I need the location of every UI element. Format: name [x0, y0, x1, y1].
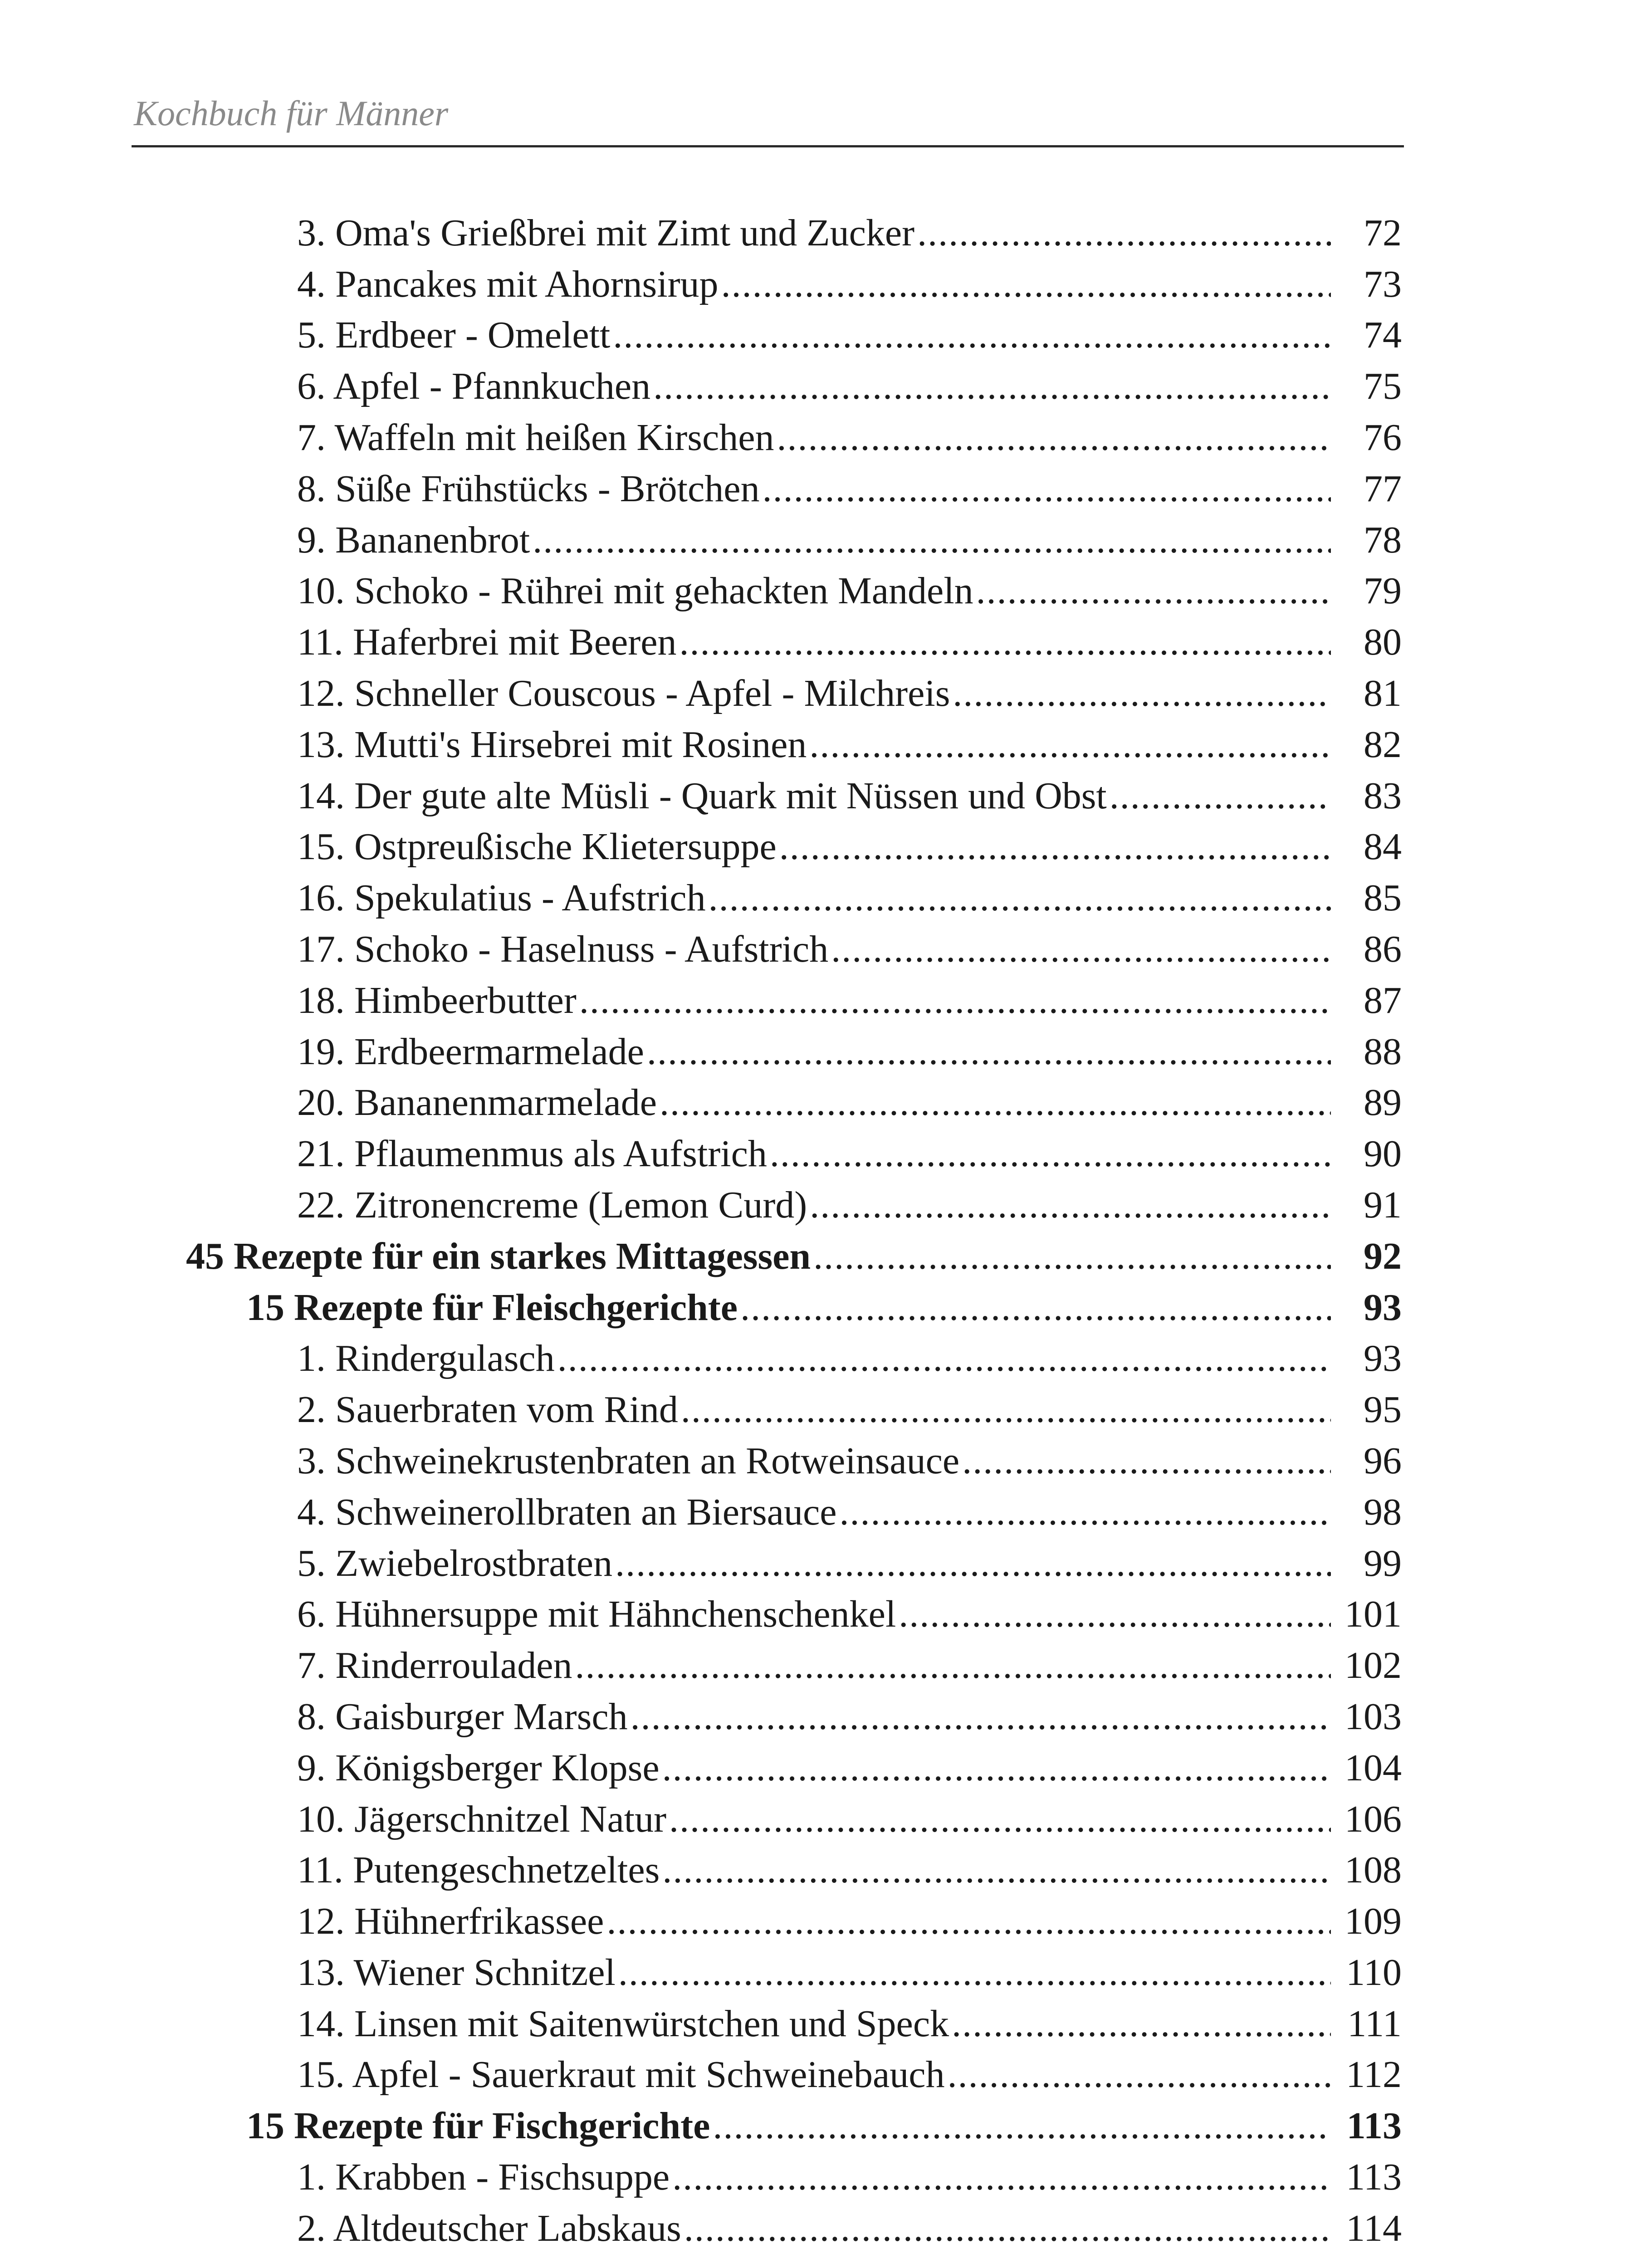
toc-entry[interactable] — [0, 815, 1633, 866]
toc-entry-page-number: 79 — [1364, 570, 1402, 612]
dot-leader — [653, 367, 1331, 406]
toc-entry-page-number: 91 — [1364, 1183, 1402, 1226]
dot-leader — [899, 1595, 1331, 1633]
toc-entry-page-number: 83 — [1364, 774, 1402, 817]
toc-entry-page-number: 103 — [1345, 1695, 1402, 1738]
dot-leader — [810, 1186, 1331, 1224]
dot-leader — [777, 419, 1331, 457]
toc-entry-label: 16. Spekulatius - Aufstrich — [297, 877, 706, 919]
toc-entry-label: 6. Hühnersuppe mit Hähnchenschenkel — [297, 1593, 896, 1636]
toc-entry[interactable] — [0, 1583, 1633, 1634]
table-of-contents — [0, 201, 1633, 2248]
toc-entry-label: 14. Linsen mit Saitenwürstchen und Speck — [297, 2002, 949, 2045]
dot-leader — [606, 1902, 1331, 1941]
toc-entry-label: 19. Erdbeermarmelade — [297, 1030, 644, 1073]
toc-entry[interactable] — [0, 457, 1633, 508]
dot-leader — [669, 1800, 1331, 1838]
toc-entry-page-number: 106 — [1345, 1798, 1402, 1840]
toc-entry[interactable] — [0, 201, 1633, 252]
dot-leader — [684, 2209, 1331, 2248]
dot-leader — [976, 572, 1331, 610]
toc-entry[interactable] — [0, 1071, 1633, 1122]
dot-leader — [831, 930, 1331, 968]
toc-entry-label: 20. Bananenmarmelade — [297, 1081, 657, 1124]
toc-entry-label: 10. Jägerschnitzel Natur — [297, 1798, 667, 1840]
toc-entry-page-number: 96 — [1364, 1439, 1402, 1482]
dot-leader — [647, 1033, 1331, 1071]
toc-entry-label: 45 Rezepte für ein starkes Mittagessen — [186, 1235, 811, 1277]
toc-entry-page-number: 113 — [1346, 2156, 1402, 2199]
dot-leader — [809, 726, 1331, 764]
toc-entry[interactable] — [0, 2145, 1633, 2199]
dot-leader — [953, 675, 1331, 713]
toc-entry[interactable] — [0, 1787, 1633, 1838]
toc-entry-label: 9. Bananenbrot — [297, 518, 530, 561]
toc-entry-label: 8. Gaisburger Marsch — [297, 1695, 628, 1738]
toc-entry[interactable] — [0, 2043, 1633, 2094]
toc-entry-page-number: 81 — [1364, 672, 1402, 714]
dot-leader — [770, 1135, 1331, 1173]
dot-leader — [660, 1084, 1331, 1122]
toc-entry[interactable] — [0, 1941, 1633, 1992]
dot-leader — [662, 1749, 1331, 1787]
toc-entry-page-number: 89 — [1364, 1081, 1402, 1124]
toc-entry-page-number: 109 — [1345, 1900, 1402, 1943]
toc-entry-page-number: 86 — [1364, 928, 1402, 970]
toc-entry-label: 13. Mutti's Hirsebrei mit Rosinen — [297, 723, 807, 766]
toc-entry-page-number: 82 — [1364, 723, 1402, 766]
toc-entry[interactable] — [0, 610, 1633, 664]
toc-entry[interactable] — [0, 252, 1633, 303]
dot-leader — [681, 1391, 1331, 1429]
toc-entry-page-number: 104 — [1345, 1746, 1402, 1789]
toc-entry-label: 12. Schneller Couscous - Apfel - Milchreis — [297, 672, 950, 714]
toc-entry-page-number: 77 — [1364, 467, 1402, 510]
toc-entry-page-number: 92 — [1364, 1235, 1402, 1277]
dot-leader — [575, 1647, 1331, 1685]
dot-leader — [952, 2005, 1331, 2043]
dot-leader — [662, 1851, 1331, 1889]
page-header-title: Kochbuch für Männer — [134, 93, 449, 133]
toc-entry-page-number: 73 — [1364, 263, 1402, 305]
toc-entry[interactable] — [0, 866, 1633, 917]
toc-entry-page-number: 98 — [1364, 1491, 1402, 1533]
toc-entry-page-number: 85 — [1364, 877, 1402, 919]
toc-entry-label: 22. Zitronencreme (Lemon Curd) — [297, 1183, 807, 1226]
toc-entry[interactable] — [0, 764, 1633, 815]
toc-entry-page-number: 90 — [1364, 1133, 1402, 1175]
dot-leader — [813, 1237, 1331, 1276]
toc-entry[interactable] — [0, 559, 1633, 611]
toc-entry-label: 1. Krabben - Fischsuppe — [297, 2156, 670, 2199]
toc-entry-label: 15 Rezepte für Fischgerichte — [246, 2105, 710, 2147]
dot-leader — [709, 879, 1331, 917]
dot-leader — [579, 982, 1331, 1020]
toc-entry[interactable] — [0, 713, 1633, 764]
toc-entry[interactable] — [0, 1122, 1633, 1173]
dot-leader — [763, 470, 1331, 508]
toc-entry-label: 6. Apfel - Pfannkuchen — [297, 365, 651, 408]
toc-entry-label: 14. Der gute alte Müsli - Quark mit Nüssen und Obst — [297, 774, 1107, 817]
toc-entry[interactable] — [0, 1838, 1633, 1890]
dot-leader — [721, 265, 1331, 303]
dot-leader — [557, 1339, 1331, 1378]
toc-entry-label: 13. Wiener Schnitzel — [297, 1951, 616, 1994]
toc-entry[interactable] — [0, 1378, 1633, 1429]
dot-leader — [533, 521, 1331, 559]
dot-leader — [948, 2056, 1331, 2094]
toc-entry-label: 11. Haferbrei mit Beeren — [297, 621, 677, 664]
toc-entry-label: 4. Pancakes mit Ahornsirup — [297, 263, 719, 305]
toc-entry-page-number: 102 — [1345, 1644, 1402, 1687]
dot-leader — [672, 2158, 1331, 2196]
toc-entry-page-number: 110 — [1346, 1951, 1402, 1994]
toc-entry-page-number: 114 — [1346, 2207, 1402, 2249]
toc-entry-label: 15 Rezepte für Fleischgerichte — [246, 1286, 738, 1329]
dot-leader — [840, 1493, 1331, 1531]
toc-entry[interactable] — [0, 661, 1633, 713]
toc-entry-page-number: 78 — [1364, 518, 1402, 561]
toc-entry[interactable] — [0, 1685, 1633, 1736]
toc-entry-page-number: 74 — [1364, 314, 1402, 357]
toc-entry-label: 10. Schoko - Rührei mit gehackten Mandeln — [297, 570, 973, 612]
dot-leader — [962, 1442, 1331, 1480]
toc-entry-label: 3. Schweinekrustenbraten an Rotweinsauce — [297, 1439, 960, 1482]
dot-leader — [779, 828, 1331, 866]
toc-entry[interactable] — [0, 1736, 1633, 1787]
toc-entry-page-number: 87 — [1364, 979, 1402, 1022]
toc-entry[interactable] — [0, 1020, 1633, 1071]
toc-entry[interactable] — [0, 406, 1633, 457]
dot-leader — [618, 1954, 1331, 1992]
toc-entry-page-number: 80 — [1364, 621, 1402, 664]
toc-entry-label: 2. Altdeutscher Labskaus — [297, 2207, 681, 2249]
toc-entry-label: 9. Königsberger Klopse — [297, 1746, 660, 1789]
toc-entry-label: 7. Rinderrouladen — [297, 1644, 572, 1687]
toc-entry[interactable] — [0, 917, 1633, 968]
toc-entry-page-number: 108 — [1345, 1849, 1402, 1892]
toc-entry-label: 1. Rindergulasch — [297, 1337, 555, 1380]
toc-entry-page-number: 113 — [1346, 2105, 1402, 2147]
toc-entry-label: 2. Sauerbraten vom Rind — [297, 1388, 678, 1431]
toc-section-heading[interactable] — [0, 1276, 1633, 1327]
toc-entry-label: 15. Apfel - Sauerkraut mit Schweinebauch — [297, 2053, 945, 2096]
toc-entry-page-number: 75 — [1364, 365, 1402, 408]
toc-entry-label: 5. Zwiebelrostbraten — [297, 1542, 613, 1584]
toc-entry-label: 15. Ostpreußische Klietersuppe — [297, 826, 777, 868]
toc-entry[interactable] — [0, 303, 1633, 355]
dot-leader — [917, 214, 1331, 252]
toc-entry-label: 4. Schweinerollbraten an Biersauce — [297, 1491, 837, 1533]
toc-entry-label: 5. Erdbeer - Omelett — [297, 314, 611, 357]
toc-entry-label: 21. Pflaumenmus als Aufstrich — [297, 1133, 767, 1175]
toc-entry[interactable] — [0, 1633, 1633, 1685]
header-rule — [132, 145, 1404, 147]
toc-entry[interactable] — [0, 1429, 1633, 1480]
toc-entry-label: 12. Hühnerfrikassee — [297, 1900, 604, 1943]
toc-entry[interactable] — [0, 1327, 1633, 1378]
toc-entry-label: 17. Schoko - Haselnuss - Aufstrich — [297, 928, 829, 970]
toc-entry-page-number: 76 — [1364, 416, 1402, 459]
toc-entry[interactable] — [0, 508, 1633, 559]
toc-entry-page-number: 111 — [1347, 2002, 1402, 2045]
dot-leader — [680, 623, 1331, 661]
dot-leader — [713, 2107, 1331, 2145]
toc-entry-page-number: 101 — [1345, 1593, 1402, 1636]
toc-entry-page-number: 93 — [1364, 1337, 1402, 1380]
dot-leader — [613, 316, 1331, 354]
toc-entry[interactable] — [0, 1992, 1633, 2043]
toc-entry-label: 3. Oma's Grießbrei mit Zimt und Zucker — [297, 211, 915, 254]
toc-entry-label: 8. Süße Frühstücks - Brötchen — [297, 467, 760, 510]
toc-entry-page-number: 95 — [1364, 1388, 1402, 1431]
toc-entry[interactable] — [0, 968, 1633, 1020]
toc-entry-page-number: 88 — [1364, 1030, 1402, 1073]
toc-entry[interactable] — [0, 1889, 1633, 1941]
toc-entry-page-number: 112 — [1346, 2053, 1402, 2096]
toc-section-heading[interactable] — [0, 2094, 1633, 2145]
toc-entry-page-number: 72 — [1364, 211, 1402, 254]
dot-leader — [615, 1545, 1331, 1583]
dot-leader — [631, 1698, 1331, 1736]
toc-entry-page-number: 84 — [1364, 826, 1402, 868]
dot-leader — [740, 1289, 1331, 1327]
toc-entry-label: 18. Himbeerbutter — [297, 979, 577, 1022]
toc-entry[interactable] — [0, 1173, 1633, 1224]
toc-entry[interactable] — [0, 2196, 1633, 2248]
dot-leader — [1110, 777, 1331, 815]
toc-entry[interactable] — [0, 354, 1633, 406]
toc-entry[interactable] — [0, 1480, 1633, 1531]
toc-entry-label: 7. Waffeln mit heißen Kirschen — [297, 416, 774, 459]
toc-entry-page-number: 93 — [1364, 1286, 1402, 1329]
toc-entry-label: 11. Putengeschnetzeltes — [297, 1849, 660, 1892]
toc-entry[interactable] — [0, 1531, 1633, 1583]
toc-chapter-heading[interactable] — [0, 1224, 1633, 1276]
toc-entry-page-number: 99 — [1364, 1542, 1402, 1584]
